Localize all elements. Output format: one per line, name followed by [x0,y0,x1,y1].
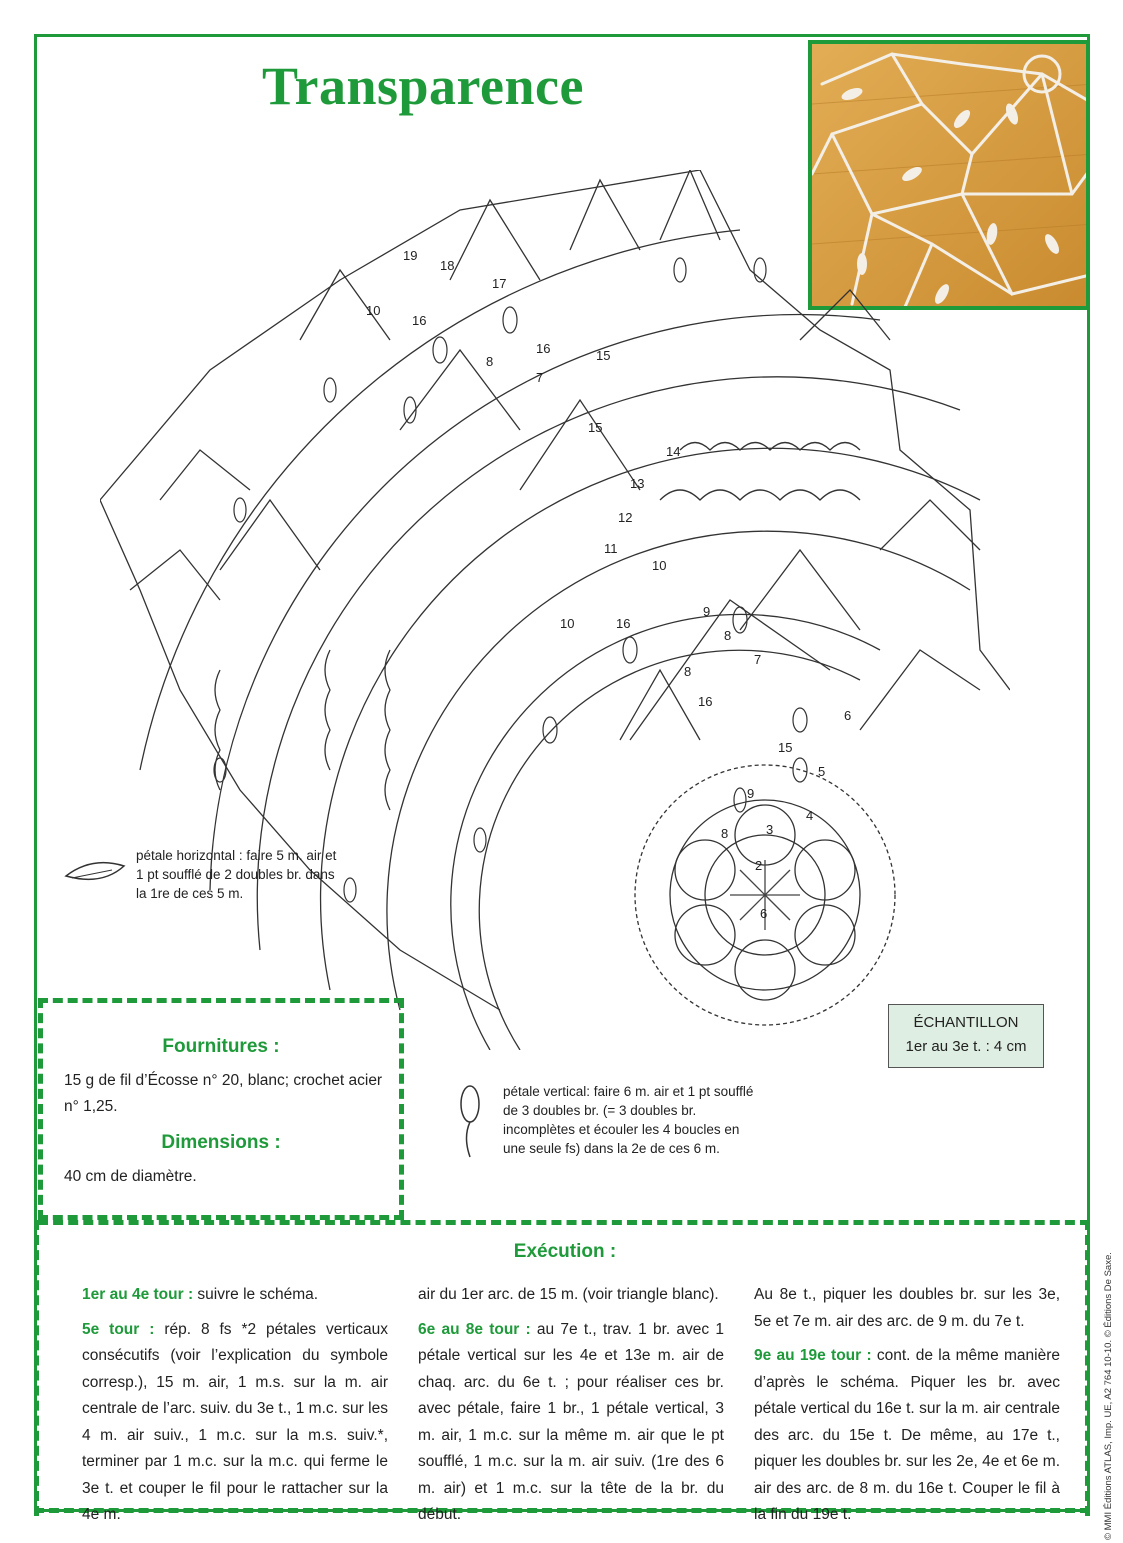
svg-text:7: 7 [536,370,544,385]
step-5-cont: air du 1er arc. de 15 m. (voir triangle blanc). [418,1286,719,1303]
vertical-petal-icon [455,1082,485,1167]
svg-text:7: 7 [754,652,762,667]
svg-text:8: 8 [721,826,729,841]
gauge-value: 1er au 3e t. : 4 cm [905,1038,1027,1055]
svg-text:16: 16 [698,694,713,709]
svg-text:3: 3 [766,822,774,837]
dimensions-heading: Dimensions : [161,1132,281,1153]
svg-text:16: 16 [616,616,631,631]
svg-text:2: 2 [755,858,763,873]
svg-text:15: 15 [778,740,793,755]
svg-text:9: 9 [747,786,755,801]
svg-text:8: 8 [724,628,732,643]
horizontal-petal-legend: pétale horizontal : faire 5 m. air et 1 pt soufflé de 2 doubles br. dans la 1re de ces 5 m. [136,848,337,901]
svg-text:9: 9 [703,604,711,619]
svg-text:5: 5 [818,764,826,779]
copyright-sidebar: © MMI Éditions ATLAS, Imp. UE, A2 764 10-10. © Éditions De Saxe. [1103,1252,1114,1540]
step-5: 5e tour : rép. 8 fs *2 pétales verticaux consécutifs (voir l’explication du symbole corresp.), 15 m. air, 1 m.s. sur la m. air centrale de l’arc. suiv. du 3e t., 1 m.c. sur les 4 m. air suiv., 1 m.c. sur la m.s. suiv.*, terminer par 1 m.c. sur la m.c. qui ferme le 3e t. et couper le fil pour le rattacher sur la 4e m. [82,1320,388,1523]
step-9-19: 9e au 19e tour : cont. de la même manière d’après le schéma. Piquer les br. avec pétale vertical du 16e t. sur la m. air centrale des arc. du 15e t. De même, au 17e t., piquer les doubles br. sur les 2e, 4e et 6e m. air des arc. de 8 m. du 16e t. Couper le fil à la fin du 19e t. [754,1347,1060,1523]
svg-text:15: 15 [588,420,603,435]
supplies-text: 15 g de fil d’Écosse n° 20, blanc; crochet acier n° 1,25. [64,1072,383,1115]
svg-text:10: 10 [560,616,575,631]
svg-text:14: 14 [666,444,681,459]
svg-text:13: 13 [630,476,645,491]
vertical-petal-legend: pétale vertical: faire 6 m. air et 1 pt soufflé de 3 doubles br. (= 3 doubles br. incomplètes et écouler les 4 boucles en une seule fs) dans la 2e de ces 6 m. [503,1084,754,1156]
execution-column-2 [418,1282,724,1537]
supplies-heading: Fournitures : [162,1036,280,1057]
svg-text:11: 11 [604,541,618,556]
svg-text:15: 15 [596,348,611,363]
step-8-cont: Au 8e t., piquer les doubles br. sur les 3e, 5e et 7e m. air des arc. de 9 m. du 7e t. [754,1286,1060,1330]
dimensions-text: 40 cm de diamètre. [64,1168,197,1185]
svg-text:10: 10 [366,303,381,318]
svg-text:4: 4 [806,808,814,823]
svg-text:6: 6 [844,708,852,723]
svg-text:17: 17 [492,276,507,291]
svg-text:10: 10 [652,558,667,573]
step-1-4: 1er au 4e tour : suivre le schéma. [82,1286,319,1303]
step-6-8: 6e au 8e tour : au 7e t., trav. 1 br. avec 1 pétale vertical sur les 4e et 13e m. air de chaq. arc. du 6e t. ; pour réaliser ces br. avec pétale, faire 1 br., 1 pétale vertical, 3 m. air, 1 m.c. sur la même m. air que le pt soufflé, 1 m.c. sur la m. air suiv. (1re des 6 m. air) et 1 m.c. sur la tête de la br. du début. [418,1320,724,1523]
svg-text:12: 12 [618,510,633,525]
horizontal-petal-icon [62,856,132,891]
svg-text:16: 16 [412,313,427,328]
svg-text:8: 8 [486,354,494,369]
execution-column-1 [82,1282,388,1537]
execution-heading: Exécution : [513,1241,617,1262]
svg-text:6: 6 [760,906,768,921]
page-title: Transparence [262,56,584,116]
gauge-label: ÉCHANTILLON [913,1014,1019,1031]
svg-text:19: 19 [403,248,418,263]
svg-text:18: 18 [440,258,455,273]
svg-text:8: 8 [684,664,692,679]
svg-text:16: 16 [536,341,551,356]
gauge-box [888,1004,1044,1068]
crochet-diagram [100,170,1010,1050]
execution-box-left-border [34,1220,45,1516]
execution-column-3 [754,1282,1060,1537]
